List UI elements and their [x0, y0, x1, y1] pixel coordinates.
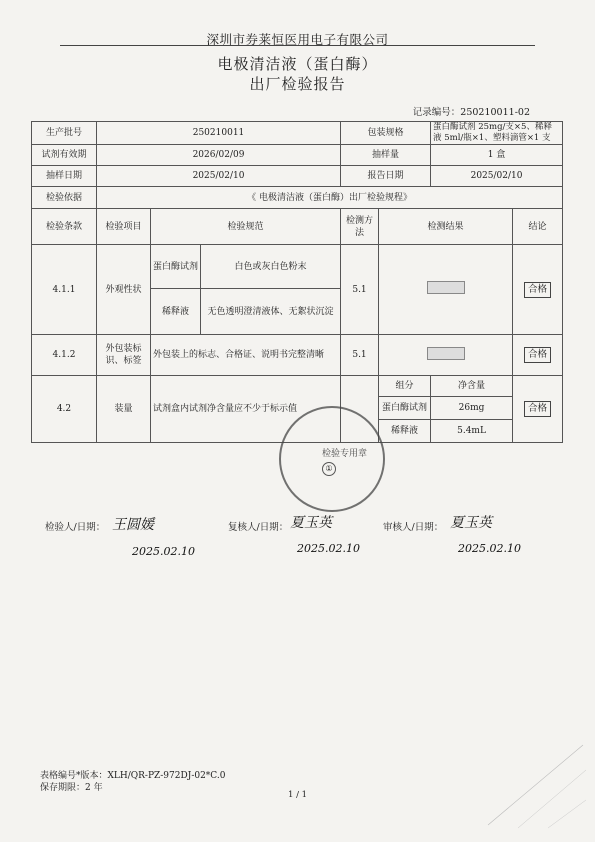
- result-component: 蛋白酶试剂: [379, 397, 431, 420]
- reviewer-signature: 夏玉英: [290, 515, 332, 531]
- batch-label: 生产批号: [32, 122, 97, 145]
- company-name: 深圳市券莱恒医用电子有限公司: [206, 32, 389, 47]
- result-stamp: [427, 281, 465, 294]
- inspector-signature: 王圆媛: [112, 517, 154, 533]
- sample-date-label: 抽样日期: [32, 166, 97, 187]
- verdict-badge: 合格: [524, 401, 551, 417]
- sub-item-name: 蛋白酶试剂: [151, 245, 201, 289]
- auditor-date: 2025.02.10: [458, 542, 521, 555]
- method-cell: 5.1: [341, 335, 379, 376]
- auditor-label: 审核人/日期：: [383, 522, 444, 533]
- result-cell: [379, 245, 513, 335]
- report-date-value: 2025/02/10: [431, 166, 563, 187]
- seal-text: 检验专用章: [322, 449, 368, 459]
- clause-cell: 4.2: [32, 376, 97, 443]
- package-label: 包装规格: [341, 122, 431, 145]
- sub-item-spec: 无色透明澄清液体、无絮状沉淀: [201, 289, 341, 335]
- reviewer-date: 2025.02.10: [297, 542, 360, 555]
- page-number: 1 / 1: [287, 790, 308, 800]
- conclusion-cell: [513, 335, 563, 376]
- clause-cell: 4.1.2: [32, 335, 97, 376]
- sample-qty-label: 抽样量: [341, 145, 431, 166]
- inspector-label: 检验人/日期：: [45, 522, 106, 533]
- result-header-component: 组分: [379, 376, 431, 397]
- document-subtitle: 出厂检验报告: [249, 75, 346, 93]
- table-row: [32, 245, 563, 289]
- verdict-badge: 合格: [524, 347, 551, 363]
- seal-mark: ①: [322, 462, 336, 476]
- verdict-badge: 合格: [524, 282, 551, 298]
- col-result: 检测结果: [379, 209, 513, 245]
- batch-value: 250210011: [97, 122, 341, 145]
- basis-label: 检验依据: [32, 187, 97, 209]
- retention-period: 保存期限：2 年: [40, 783, 103, 793]
- inspection-table: [31, 121, 563, 443]
- sub-item-spec: 白色或灰白色粉末: [201, 245, 341, 289]
- col-item: 检验项目: [97, 209, 151, 245]
- sample-date-value: 2025/02/10: [97, 166, 341, 187]
- col-spec: 检验规范: [151, 209, 341, 245]
- col-method: 检测方法: [341, 209, 379, 245]
- report-date-label: 报告日期: [341, 166, 431, 187]
- table-row: [32, 376, 563, 397]
- conclusion-cell: [513, 376, 563, 443]
- result-amount: 26mg: [431, 397, 513, 420]
- basis-value: 《 电极清洁液（蛋白酶）出厂检验规程》: [97, 187, 563, 209]
- item-cell: 装量: [97, 376, 151, 443]
- clause-cell: 4.1.1: [32, 245, 97, 335]
- item-cell: 外观性状: [97, 245, 151, 335]
- result-stamp: [427, 347, 465, 360]
- expiry-label: 试剂有效期: [32, 145, 97, 166]
- spec-cell: 外包装上的标志、合格证、说明书完整清晰: [151, 335, 341, 376]
- corner-scratch-marks: [478, 740, 588, 830]
- result-cell: [379, 335, 513, 376]
- table-row: [32, 335, 563, 376]
- header-divider: [60, 45, 535, 46]
- col-clause: 检验条款: [32, 209, 97, 245]
- record-number: 记录编号：250210011-02: [412, 107, 530, 118]
- sample-qty-value: 1 盒: [431, 145, 563, 166]
- result-amount: 5.4mL: [431, 420, 513, 443]
- reviewer-label: 复核人/日期：: [228, 522, 289, 533]
- result-component: 稀释液: [379, 420, 431, 443]
- conclusion-cell: [513, 245, 563, 335]
- col-conclusion: 结论: [513, 209, 563, 245]
- spec-cell: 试剂盒内试剂净含量应不少于标示值: [151, 376, 341, 443]
- document-title: 电极清洁液（蛋白酶）: [217, 55, 378, 73]
- package-value: 蛋白酶试剂 25mg/支×5、稀释液 5ml/瓶×1、塑料滴管×1 支: [431, 122, 563, 145]
- form-number: 表格编号*版本：XLH/QR-PZ-972DJ-02*C.0: [40, 771, 226, 781]
- expiry-value: 2026/02/09: [97, 145, 341, 166]
- item-cell: 外包装标识、标签: [97, 335, 151, 376]
- method-cell: 5.1: [341, 245, 379, 335]
- result-header-amount: 净含量: [431, 376, 513, 397]
- inspector-date: 2025.02.10: [132, 545, 195, 558]
- inspection-seal: [279, 406, 385, 512]
- auditor-signature: 夏玉英: [450, 515, 492, 531]
- sub-item-name: 稀释液: [151, 289, 201, 335]
